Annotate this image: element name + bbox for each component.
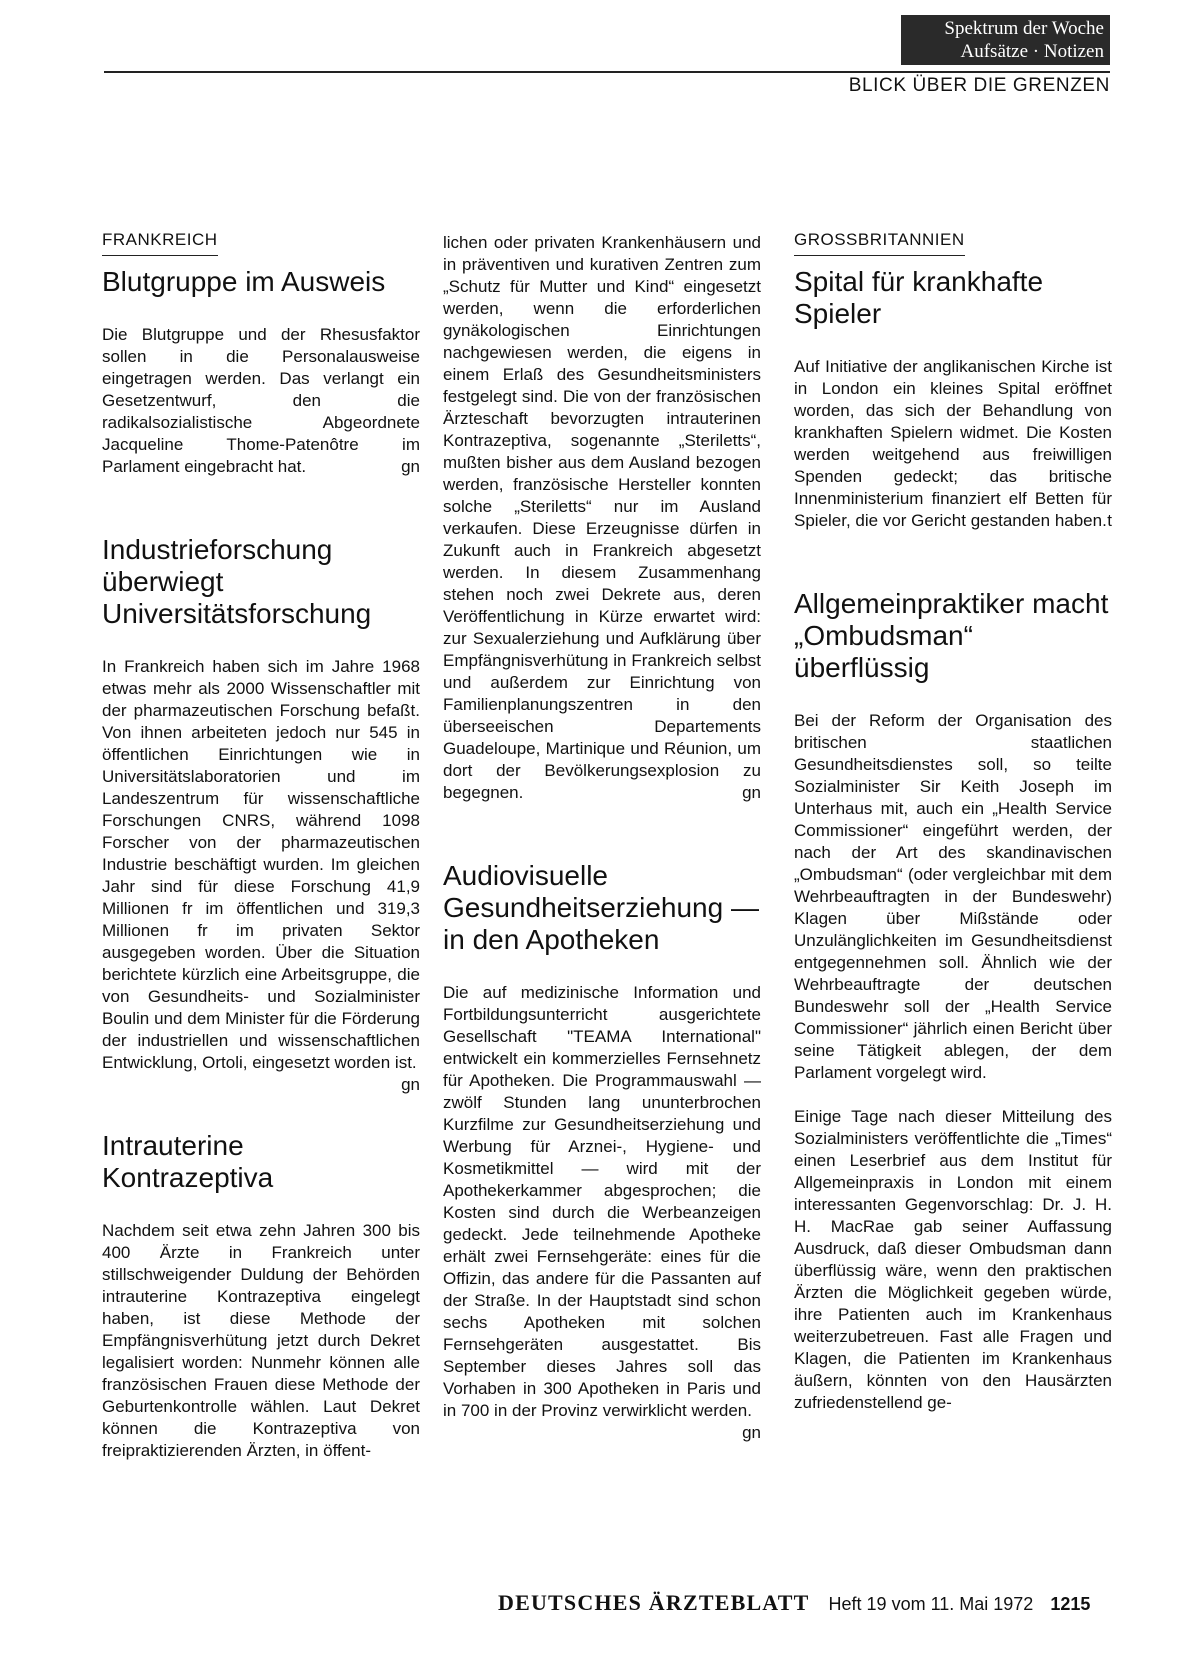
- article-text: lichen oder privaten Krankenhäusern und in präventiven und kurativen Zentren zum „Schutz für Mutter und Kind“ eingesetzt werden, wenn die erforderlichen gynäkologischen Einrichtungen nachgewiesen werden, die eigens in einem Erlaß des Gesundheitsministers festgelegt sind. Die von der französischen Ärzteschaft bevorzugten intrauterinen Kontrazeptiva, sogenannte „Steriletts“, mußten bisher aus dem Ausland bezogen werden, französische Hersteller konnten solche „Steriletts“ nur im Ausland verkaufen. Diese Erzeugnisse dürfen in Zukunft auch in Frankreich abgesetzt werden. In diesem Zusammenhang stehen noch zwei Dekrete aus, deren Veröffentlichung in Kürze erwartet wird: zur Sexualerziehung und Aufklärung über Empfängnisverhütung in Frankreich selbst und außerdem zur Einrichtung von Familienplanungszentren in den überseeischen Departements Guadeloupe, Martinique und Réunion, um dort der Bevölkerungsexplosion zu begegnen.: [443, 233, 761, 802]
- journal-name: DEUTSCHES ÄRZTEBLATT: [498, 1590, 810, 1615]
- author-signature: gn: [401, 457, 420, 476]
- page-number: 1215: [1050, 1594, 1091, 1614]
- article-text: Die auf medizinische Information und Fortbildungsunterricht ausgerichtete Gesellschaft "TEAMA International" entwickelt ein kommerzielles Fernsehnetz für Apotheken. Die Programmauswahl — zwölf Stunden lang ununterbrochen Kurzfilme zur Gesundheitserziehung und Werbung für Arznei-, Hygiene- und Kosmetikmittel — wird mit der Apothekerkammer abgesprochen; die Kosten sind durch die Werbeanzeigen gedeckt. Jede teilnehmende Apotheke erhält zwei Fernsehgeräte: eines für die Offizin, das andere für die Passanten auf der Straße. In der Hauptstadt sind schon sechs Apotheken mit solchen Fernsehgeräten ausgestattet. Bis September dieses Jahres soll das Vorhaben in 300 Apotheken in Paris und in 700 in der Provinz verwirklicht werden.: [443, 983, 761, 1420]
- article-audiovisuelle: [443, 982, 761, 1442]
- article-intrauterine: [102, 1220, 420, 1462]
- article-spital: [794, 356, 1112, 532]
- headline-audiovisuelle: Audiovisuelle Gesundheitserziehung — in den Apotheken: [443, 860, 759, 955]
- section-label: BLICK ÜBER DIE GRENZEN: [848, 75, 1110, 96]
- article-industrieforschung: [102, 656, 420, 1094]
- headline-ombudsman: Allgemeinpraktiker macht „Ombudsman“ überflüssig: [794, 588, 1109, 683]
- author-signature: t: [1107, 511, 1112, 530]
- article-blutgruppe: [102, 324, 420, 478]
- article-text: Auf Initiative der anglikanischen Kirche ist in London ein kleines Spital eröffnet worden, das sich der Behandlung von krankhaften Spielern widmet. Die Kosten werden weitgehend aus freiwilligen Spenden gedeckt; das britische Innenministerium finanziert elf Betten für Spieler, die vor Gericht gestanden haben.: [794, 357, 1112, 530]
- page-footer: [498, 1590, 1090, 1616]
- article-intrauterine-continued: [443, 232, 761, 804]
- article-text: Nachdem seit etwa zehn Jahren 300 bis 400 Ärzte in Frankreich unter stillschweigender Duldung der Behörden intrauterine Kontrazeptiva eingelegt haben, ist diese Methode der Empfängnisverhütung jetzt durch Dekret legalisiert worden: Nunmehr können alle französischen Frauen diese Methode der Geburtenkontrolle wählen. Laut Dekret können die Kontrazeptiva von freipraktizierenden Ärzten, in öffent-: [102, 1221, 420, 1460]
- column-3: [794, 230, 1112, 1414]
- headline-spital: Spital für krankhafte Spieler: [794, 266, 1044, 329]
- headline-blutgruppe: Blutgruppe im Ausweis: [102, 266, 386, 297]
- country-label-britain: GROSSBRITANNIEN: [794, 230, 965, 256]
- author-signature: gn: [401, 1075, 420, 1094]
- article-ombudsman-part-1: Bei der Reform der Organisation des britischen staatlichen Gesundheitsdienstes soll, so teilte Sozialminister Sir Keith Joseph im Unterhaus mit, auch ein „Health Service Commissioner“ eingeführt werden, der nach der Art des skandinavischen „Ombudsman“ (oder vergleichbar mit dem Wehrbeauftragten in der Bundeswehr) Klagen über Mißstände oder Unzulänglichkeiten im Gesundheitsdienst entgegennehmen soll. Ähnlich wie der Wehrbeauftragte der deutschen Bundeswehr soll der „Health Service Commissioner“ jährlich einen Bericht über seine Tätigkeit ablegen, der dem Parlament vorgelegt wird.: [794, 711, 1112, 1082]
- header-rule: [104, 71, 1110, 73]
- article-ombudsman-part-2: Einige Tage nach dieser Mitteilung des Sozialministers veröffentlichte die „Times“ einen Leserbrief aus dem Institut für Allgemeinpraxis in London mit einem interessanten Gegenvorschlag: Dr. J. H. H. MacRae gab seiner Auffassung Ausdruck, daß dieser Ombudsman dann überflüssig wäre, wenn den praktischen Ärzten die Möglichkeit gegeben würde, ihre Patienten auch im Krankenhaus weiterzubetreuen. Fast alle Fragen und Klagen, die Patienten im Krankenhaus äußern, könnten von den Hausärzten zufriedenstellend ge-: [794, 1107, 1112, 1412]
- column-1: [102, 230, 420, 1462]
- country-label-france: FRANKREICH: [102, 230, 218, 256]
- badge-line-1: Spektrum der Woche: [944, 18, 1104, 39]
- column-2: [443, 232, 761, 1444]
- article-text: In Frankreich haben sich im Jahre 1968 etwas mehr als 2000 Wissenschaftler mit der pharmazeutischen Forschung befaßt. Von ihnen arbeiteten jedoch nur 545 in öffentlichen Einrichtungen wie in Universitätslaboratorien und im Landeszentrum für wissenschaftliche Forschungen CNRS, während 1098 Forscher von der pharmazeutischen Industrie beschäftigt wurden. Im gleichen Jahr sind für diese Forschung 41,9 Millionen fr im öffentlichen und 319,3 Millionen fr im privaten Sektor ausgegeben worden. Über die Situation berichtete kürzlich eine Arbeitsgruppe, die von Gesundheits- und Sozialminister Boulin und dem Minister für die Förderung der industriellen und wissenschaftlichen Entwicklung, Ortoli, eingesetzt worden ist.: [102, 657, 420, 1072]
- issue-info: Heft 19 vom 11. Mai 1972: [828, 1594, 1034, 1614]
- author-signature: gn: [742, 1423, 761, 1442]
- article-text: Die Blutgruppe und der Rhesusfaktor sollen in die Personalausweise eingetragen werden. Das verlangt ein Gesetzentwurf, den die radikalsozialistische Abgeordnete Jacqueline Thome-Patenôtre im Parlament eingebracht hat.: [102, 325, 420, 476]
- author-signature: gn: [742, 783, 761, 802]
- headline-intrauterine: Intrauterine Kontrazeptiva: [102, 1130, 274, 1193]
- badge-line-2: Aufsätze · Notizen: [960, 41, 1104, 62]
- headline-industrieforschung: Industrieforschung überwiegt Universitätsforschung: [102, 534, 372, 629]
- series-badge: [901, 15, 1110, 65]
